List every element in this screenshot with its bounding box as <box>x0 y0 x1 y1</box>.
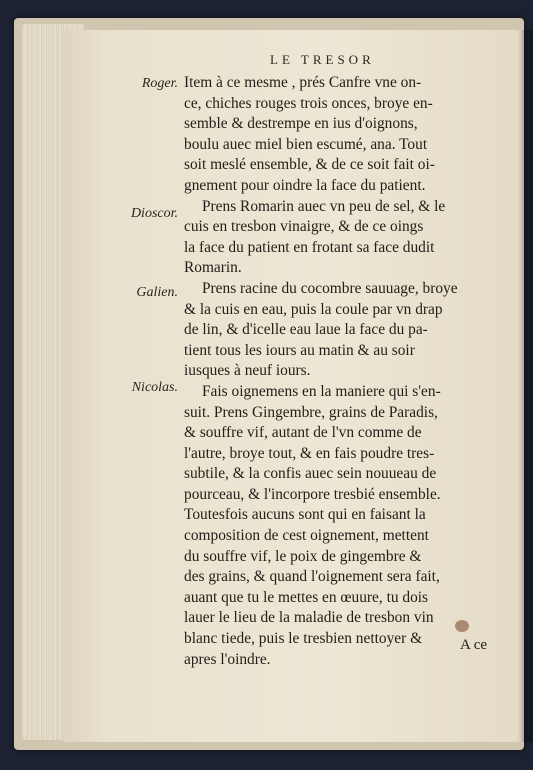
text-line: des grains, & quand l'oignement sera fait, <box>184 568 440 586</box>
text-line: suit. Prens Gingembre, grains de Paradis, <box>184 403 438 421</box>
margin-note-roger: Roger. <box>141 76 178 91</box>
ink-stain <box>455 620 469 632</box>
text-line: subtile, & la confis auec sein nouueau de <box>184 465 437 483</box>
text-line: la face du patient en frotant sa face dudit <box>184 238 435 256</box>
catchword: A ce <box>460 637 488 653</box>
text-line: tient tous les iours au matin & au soir <box>184 341 415 359</box>
margin-note-nicolas: Nicolas. <box>131 380 178 395</box>
text-line: auant que tu le mettes en œuure, tu dois <box>184 588 429 606</box>
text-line: apres l'oindre. <box>184 650 271 668</box>
text-line: de lin, & d'icelle eau laue la face du pa- <box>184 321 428 339</box>
text-line: Fais oignemens en la maniere qui s'en- <box>202 382 441 400</box>
text-line: boulu auec miel bien escumé, ana. Tout <box>184 135 428 153</box>
text-line: soit meslé ensemble, & de ce soit fait oi- <box>184 156 435 174</box>
margin-note-dioscorides: Dioscor. <box>130 206 178 221</box>
text-line: Romarin. <box>184 259 242 277</box>
text-line: gnement pour oindre la face du patient. <box>184 176 426 194</box>
text-line: composition de cest oignement, mettent <box>184 527 429 545</box>
text-line: Item à ce mesme , prés Canfre vne on- <box>184 74 422 91</box>
page-gutter-shadow <box>517 30 533 742</box>
text-line: & la cuis en eau, puis la coule par vn drap <box>184 300 443 318</box>
text-line: du souffre vif, le poix de gingembre & <box>184 547 422 565</box>
text-line: Toutesfois aucuns sont qui en faisant la <box>184 506 426 524</box>
text-line: Prens Romarin auec vn peu de sel, & le <box>202 197 446 215</box>
page-body-text <box>184 73 500 670</box>
margin-note-galien: Galien. <box>136 285 178 300</box>
text-line: iusques à neuf iours. <box>184 362 311 380</box>
text-line: cuis en tresbon vinaigre, & de ce oings <box>184 218 424 236</box>
text-line: l'autre, broye tout, & en fais poudre tres- <box>184 444 435 462</box>
running-header: LE TRESOR <box>270 52 375 67</box>
text-line: ce, chiches rouges trois onces, broye en- <box>184 94 433 112</box>
text-line: semble & destrempe en ius d'oignons, <box>184 115 418 133</box>
text-line: blanc tiede, puis le tresbien nettoyer & <box>184 630 423 648</box>
text-line: Prens racine du cocombre sauuage, broye <box>202 279 458 297</box>
text-line: & souffre vif, autant de l'vn comme de <box>184 424 422 442</box>
text-line: pourceau, & l'incorpore tresbié ensemble. <box>184 485 441 503</box>
text-line: lauer le lieu de la maladie de tresbon vin <box>184 609 434 627</box>
